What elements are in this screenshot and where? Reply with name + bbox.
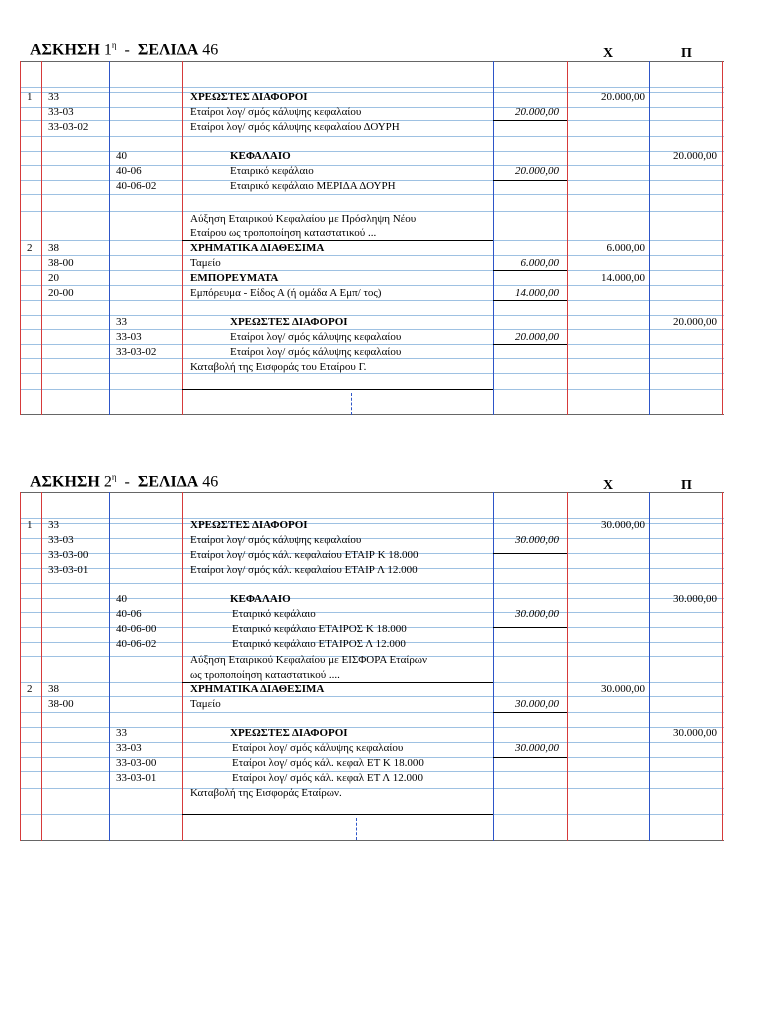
debit-column-heading: Χ xyxy=(603,478,614,493)
account-code: 40-06 xyxy=(116,608,142,620)
credit-amount: 30.000,00 xyxy=(673,727,717,739)
account-description: Εταίροι λογ/ σμός κάλ. κεφαλαίου ΕΤΑΙΡ Κ 18.000 xyxy=(190,549,419,561)
partial-amount: 20.000,00 xyxy=(515,106,559,118)
account-description: ΚΕΦΑΛΑΙΟ xyxy=(230,593,291,605)
account-code: 38 xyxy=(48,683,59,695)
account-description: Εταίροι λογ/ σμός κάλ. κεφαλαίου ΕΤΑΙΡ Λ 12.000 xyxy=(190,564,418,576)
account-code: 33 xyxy=(116,727,127,739)
account-code: 33 xyxy=(116,316,127,328)
partial-amount: 20.000,00 xyxy=(515,331,559,343)
account-code: 33 xyxy=(48,91,59,103)
entry-narration: Καταβολή της Εισφοράς του Εταίρου Γ. xyxy=(190,361,367,373)
account-description: ΧΡΕΩΣΤΕΣ ΔΙΑΦΟΡΟΙ xyxy=(190,519,308,531)
debit-amount: 14.000,00 xyxy=(601,272,645,284)
credit-amount: 20.000,00 xyxy=(673,150,717,162)
account-code: 33-03-02 xyxy=(48,121,89,133)
exercise-2-title: ΑΣΚΗΣΗ $2^\eta$ - ΣΕΛΙΔΑ 46 xyxy=(30,472,219,491)
account-code: 33-03 xyxy=(116,742,142,754)
account-code: 33-03-01 xyxy=(116,772,157,784)
account-description: Εταίροι λογ/ σμός κάλυψης κεφαλαίου xyxy=(230,346,402,358)
account-description: Εταιρικό κεφάλαιο ΜΕΡΙΔΑ ΔΟΥΡΗ xyxy=(230,180,396,192)
exercise-1-title: ΑΣΚΗΣΗ $1^\eta$ - ΣΕΛΙΔΑ 46 xyxy=(30,40,219,59)
account-description: ΚΕΦΑΛΑΙΟ xyxy=(230,150,291,162)
partial-amount: 30.000,00 xyxy=(515,698,559,710)
account-description: ΧΡΗΜΑΤΙΚΑ ΔΙΑΘΕΣΙΜΑ xyxy=(190,683,325,695)
partial-amount: 30.000,00 xyxy=(515,534,559,546)
account-code: 33 xyxy=(48,519,59,531)
credit-column-heading: Π xyxy=(681,478,692,493)
account-description: Εταιρικό κεφάλαιο xyxy=(230,165,314,177)
entry-narration: Εταίρου ως τροποποίηση καταστατικού ... xyxy=(190,227,377,239)
account-description: ΧΡΕΩΣΤΕΣ ΔΙΑΦΟΡΟΙ xyxy=(190,91,308,103)
account-description: ΧΡΗΜΑΤΙΚΑ ΔΙΑΘΕΣΙΜΑ xyxy=(190,242,325,254)
account-code: 33-03-02 xyxy=(116,346,157,358)
entry-narration: Καταβολή της Εισφοράς Εταίρων. xyxy=(190,787,342,799)
account-code: 33-03 xyxy=(48,534,74,546)
account-code: 38-00 xyxy=(48,698,74,710)
partial-amount: 30.000,00 xyxy=(515,742,559,754)
credit-amount: 30.000,00 xyxy=(673,593,717,605)
account-code: 38 xyxy=(48,242,59,254)
account-description: Εταιρικό κεφάλαιο xyxy=(232,608,316,620)
account-description: Εταιρικό κεφάλαιο ΕΤΑΙΡΟΣ Κ 18.000 xyxy=(232,623,407,635)
account-description: Ταμείο xyxy=(190,698,221,710)
account-code: 40 xyxy=(116,593,127,605)
partial-amount: 14.000,00 xyxy=(515,287,559,299)
account-description: Εταίροι λογ/ σμός κάλυψης κεφαλαίου xyxy=(232,742,404,754)
entry-number: 2 xyxy=(27,242,33,254)
debit-amount: 30.000,00 xyxy=(601,683,645,695)
account-code: 20 xyxy=(48,272,59,284)
account-description: ΧΡΕΩΣΤΕΣ ΔΙΑΦΟΡΟΙ xyxy=(230,316,348,328)
account-code: 33-03 xyxy=(116,331,142,343)
account-description: Εταίροι λογ/ σμός κάλυψης κεφαλαίου xyxy=(190,534,362,546)
account-description: Εταίροι λογ/ σμός κάλυψης κεφαλαίου xyxy=(230,331,402,343)
entry-number: 1 xyxy=(27,91,33,103)
entry-number: 1 xyxy=(27,519,33,531)
journal-sheet-2 xyxy=(20,492,724,841)
account-code: 40-06 xyxy=(116,165,142,177)
journal-sheet-1 xyxy=(20,61,724,415)
partial-amount: 20.000,00 xyxy=(515,165,559,177)
partial-amount: 6.000,00 xyxy=(520,257,559,269)
account-code: 33-03 xyxy=(48,106,74,118)
account-description: Εταίροι λογ/ σμός κάλ. κεφαλ ΕΤ Λ 12.000 xyxy=(232,772,423,784)
partial-amount: 30.000,00 xyxy=(515,608,559,620)
account-description: Εταίροι λογ/ σμός κάλυψης κεφαλαίου xyxy=(190,106,362,118)
account-code: 40-06-00 xyxy=(116,623,157,635)
credit-column-heading: Π xyxy=(681,46,692,61)
entry-narration: Αύξηση Εταιρικού Κεφαλαίου με ΕΙΣΦΟΡΑ Εταίρων xyxy=(190,654,428,666)
account-code: 40-06-02 xyxy=(116,180,157,192)
debit-amount: 20.000,00 xyxy=(601,91,645,103)
entry-narration: Αύξηση Εταιρικού Κεφαλαίου με Πρόσληψη Νέου xyxy=(190,213,417,225)
account-code: 20-00 xyxy=(48,287,74,299)
debit-amount: 30.000,00 xyxy=(601,519,645,531)
account-code: 40 xyxy=(116,150,127,162)
account-description: Εταίροι λογ/ σμός κάλυψης κεφαλαίου ΔΟΥΡΗ xyxy=(190,121,400,133)
account-description: Εμπόρευμα - Είδος Α (ή ομάδα Α Εμπ/ τος) xyxy=(190,287,382,299)
account-description: Εταίροι λογ/ σμός κάλ. κεφαλ ΕΤ Κ 18.000 xyxy=(232,757,424,769)
account-code: 33-03-00 xyxy=(116,757,157,769)
entry-number: 2 xyxy=(27,683,33,695)
account-description: ΧΡΕΩΣΤΕΣ ΔΙΑΦΟΡΟΙ xyxy=(230,727,348,739)
entry-narration: ως τροποποίηση καταστατικού .... xyxy=(190,669,340,681)
account-description: Εταιρικό κεφάλαιο ΕΤΑΙΡΟΣ Λ 12.000 xyxy=(232,638,406,650)
account-code: 38-00 xyxy=(48,257,74,269)
account-code: 40-06-02 xyxy=(116,638,157,650)
account-code: 33-03-01 xyxy=(48,564,89,576)
debit-amount: 6.000,00 xyxy=(606,242,645,254)
account-code: 33-03-00 xyxy=(48,549,89,561)
debit-column-heading: Χ xyxy=(603,46,614,61)
account-description: Ταμείο xyxy=(190,257,221,269)
credit-amount: 20.000,00 xyxy=(673,316,717,328)
account-description: ΕΜΠΟΡΕΥΜΑΤΑ xyxy=(190,272,279,284)
